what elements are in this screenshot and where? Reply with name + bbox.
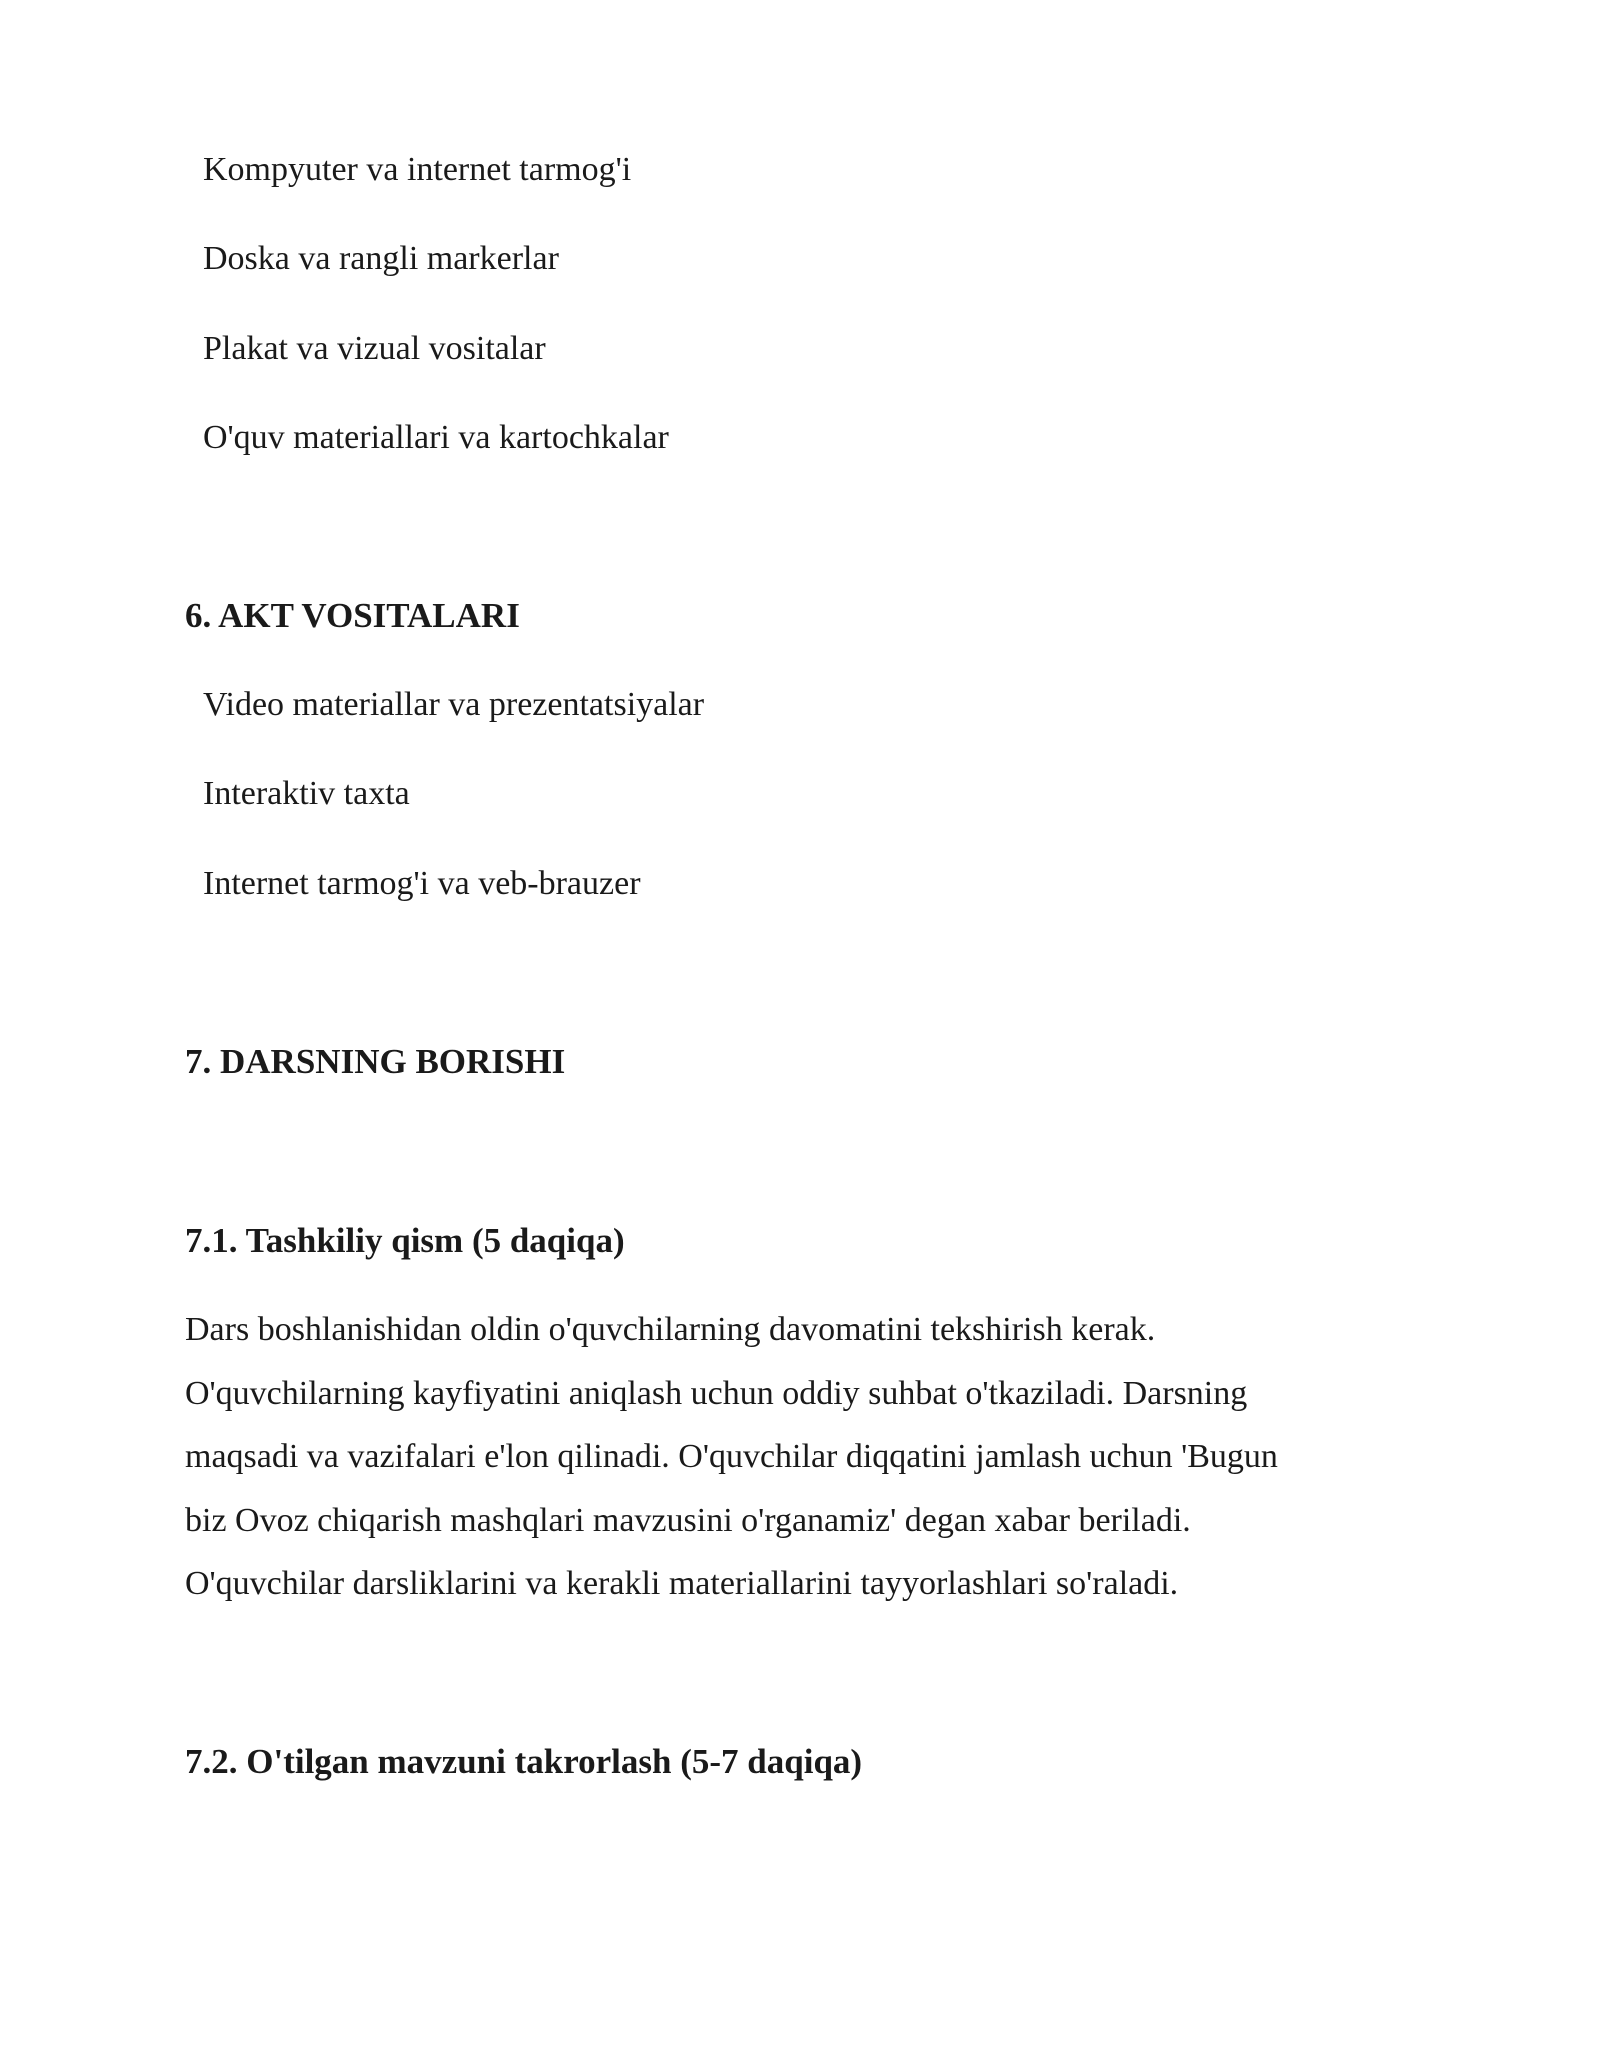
list-item: Doska va rangli markerlar: [203, 240, 559, 277]
list-item: Video materiallar va prezentatsiyalar: [203, 686, 705, 723]
paragraph-line: O'quvchilarning kayfiyatini aniqlash uchun oddiy suhbat o'tkaziladi. Darsning: [185, 1374, 1248, 1412]
list-item: Interaktiv taxta: [203, 775, 410, 812]
section-heading-7-1: 7.1. Tashkiliy qism (5 daqiqa): [185, 1221, 625, 1260]
list-item: Plakat va vizual vositalar: [203, 330, 546, 367]
paragraph-line: O'quvchilar darsliklarini va kerakli materiallarini tayyorlashlari so'raladi.: [185, 1565, 1179, 1602]
list-item: Internet tarmog'i va veb-brauzer: [203, 865, 641, 902]
section-heading-7-2: 7.2. O'tilgan mavzuni takrorlash (5-7 daqiqa): [185, 1742, 863, 1781]
section-heading-7: 7. DARSNING BORISHI: [185, 1042, 566, 1081]
paragraph-line: Dars boshlanishidan oldin o'quvchilarning davomatini tekshirish kerak.: [185, 1311, 1156, 1348]
paragraph: [185, 1298, 1425, 1616]
section-heading-6: 6. AKT VOSITALARI: [185, 596, 520, 635]
list-item: O'quv materiallari va kartochkalar: [203, 419, 669, 456]
paragraph-line: biz Ovoz chiqarish mashqlari mavzusini o'rganamiz' degan xabar beriladi.: [185, 1501, 1191, 1539]
list-item: Kompyuter va internet tarmog'i: [203, 151, 632, 188]
paragraph-line: maqsadi va vazifalari e'lon qilinadi. O'quvchilar diqqatini jamlash uchun 'Bugun: [185, 1438, 1278, 1475]
